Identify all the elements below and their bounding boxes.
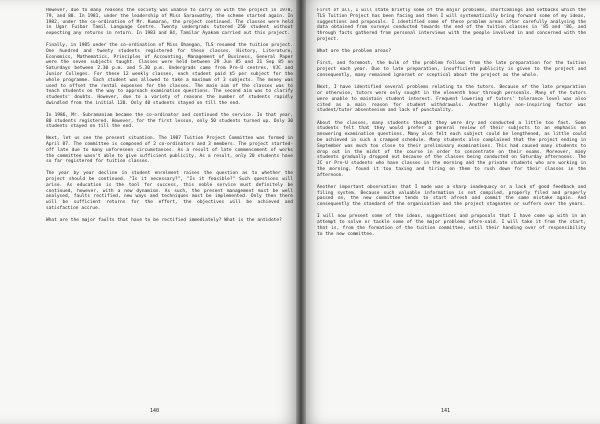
page-number: 140 — [150, 408, 160, 414]
paragraph: Another important observation that I made was a sharp inadequacy or a lack of good feedback and filing system. Because such valuable information is not compiled, properly filed and properly passed on, the new committee tends to start afresh and commit the same mistake again. And consequently the standard of the organisation and the project stagnates or suffers over the years. — [317, 184, 586, 208]
left-page-text — [46, 8, 293, 406]
paragraph: The year by year decline in student enrolment raises the question as to whether the project should be continued. "Is it necessary?", "Is it feasible?" Such questions will arise. As education is the tool for success, this noble service must definitely be continued, however, with a new dynamism. As such, the present management must be well analysed, faults rectified, new ways and techniques must be implemented. Only then there will be sufficient returns for the effort, the objectives will be achieved and satisfaction accrue. — [46, 171, 293, 211]
paragraph: First of all, I will state briefly some of the major problems, shortcomings and setbacks which the TLS Tuition Project has been facing and then I will systematically bring forward some of my ideas, suggestions and proposals. I identified some of these problem areas after carefully analysing the data obtained from surveys conducted towards the end of the tuition classes in '85 and '86, and through facts gathered from personal interviews with the people involved in and concerned with the project. — [317, 8, 586, 42]
paragraph: What are the problem areas? — [317, 49, 391, 55]
right-page-text — [317, 8, 586, 406]
paragraph: I will now present some of the ideas, suggestions and proposals that I have come up with in an attempt to solve or tackle some of the major problems afore-said. I will take it from the start, that is, from the formation of the tuition committee, until their handing over of responsibility to the new committee. — [317, 214, 586, 237]
paragraph: First, and foremost, the bulk of the problem follows from the late preparation for the tuition project each year. Due to late preparation, insufficient publicity is given to the project and consequently, many remained ignorant or sceptical about the project as the whole. — [317, 61, 586, 78]
page-number: 141 — [441, 408, 451, 414]
paragraph: Next, let us see the present situation. The 1987 Tuition Project Committee was formed in April 87. The committee is composed of 2 co-ordinators and 3 members. The project started-off late due to many unforeseen circumstances. As a result of late commencement of works the committee wasn't able to give sufficient publicity. As a result, only 20 students have so far registered for tuition classes. — [46, 136, 293, 165]
paragraph: What are the major faults that have to be rectified immediately? What is the antidote? — [46, 217, 282, 223]
paragraph: Finally, in 1985 under the co-ordination of Miss Ohangan, TLS resumed the tuition project. One hundred and twenty students registered for these classes. History, Literature, Economics, Mathematics, Principles of Accounting, Management of Business, General Paper were the seven subjects taught. Classes were held between 29 Jun 85 and 21 Sep 85 on Saturdays between 2.30 p.m. and 5.30 p.m. Undergrads came from Pre-U centres, VJC and Junior Colleges. For these 12 weekly classes, each student paid $5 per subject for the whole programme. Each student was allowed to take a maximum of 3 subjects. The money was used to offset the rental expenses for the classes. The main aim of the classes was to teach students on the way to approach examination questions. The second aim was to clarify students' doubts. However, due to a variety of reasons the number of students rapidly dwindled from the initial 120. Only 40 students stayed on till the end. — [46, 42, 293, 106]
paragraph: About the classes, many students thought they were dry and conducted a little too fast. Some students felt that they would prefer a general review of their subjects to an emphasis on answering examination questions. Many also felt each subject could be lengthened, as little could be achieved in such a cramped schedule. Many students also complained that the project ending in September was much too close to their preliminary examinations. This had caused many students to drop out in the midst of the course in order to concentrate on their exams. Moreover, many students gradually dropped out because of the classes being conducted on Saturday afternoons. The JC or Pre-U students who have classes in the morning and the private students who are working in the morning, found it too taxing and tiring on them to rush down for their classes in the afternoon. — [317, 120, 586, 178]
paragraph: In 1986, Mr. Subramaniam became the co-ordinator and continued the service. In that year, 80 students registered. However, for the first lesson, only 50 students turned up. Only 30 students stayed on till the end. — [46, 112, 293, 130]
right-page — [301, 0, 600, 424]
paragraph: Next, I have identified several problems relating to the tutors. Because of the late preparation or otherwise, tutors were only sought in the eleventh hour through personals. Many of the tutors were unable to maintain student interest. Frequent lowering of tutors' tolerance level was also cited as a main reason for student withdrawals. Another highly non-inspiring factor was student/tutor absenteeism and lack of punctuality. — [317, 85, 586, 114]
paragraph: However, due to many reasons the society was unable to carry on with the project in 1978, 79, and 80. In 1981, under the leadership of Miss Saraswathy, the scheme started again. In 1982, under the co-ordination of Mr. Kumaran, the project continued. The classes were held in Ugar Fuibar Tamil Language Centre. Twenty undergrads tutored 250 student without expecting any returns in return. In 1983 and 84, Tamilar Ayakam carried out this project. — [46, 8, 293, 37]
book-gutter-shadow — [296, 0, 306, 424]
